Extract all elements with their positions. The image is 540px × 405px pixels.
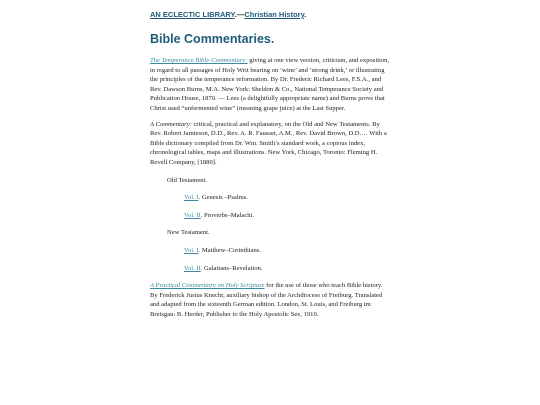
entry-practical-commentary xyxy=(150,281,390,319)
entry-description: for the use of those who teach Bible history. By Frederick Justus Knecht, auxiliary bishop of the Archdiocese of Freiburg. Translated and adapted from the sixteenth German edition. London, St. Louis, and Freiburg im Breisgau: B. Herder, Publisher to the Holy Apostolic See, 1910. xyxy=(150,282,383,318)
volume-link[interactable]: Vol. I xyxy=(184,246,199,254)
page-content xyxy=(150,6,390,325)
breadcrumb xyxy=(150,10,390,20)
volume-range: . Genesis –Psalms. xyxy=(198,194,248,202)
entry-description: giving at one view version, criticism, and exposition, in regard to all passages of Holy Writ bearing on ‘wine’ and ‘strong drink,’ or illustrating the principles of the temperance reformation. By Dr. Frederic Richard Lees, F.S.A., and Rev. Dawson Burns, M.A. New York: Sheldon & Co., National Temperance Society and Publication House, 1870. — Lees (a delightfully appropriate name) and Burns prove that Christ used “unfermented wine” (meaning grape juice) at the Last Supper. xyxy=(150,57,390,112)
breadcrumb-christian-history-link[interactable]: Christian History xyxy=(244,10,305,19)
volume-link[interactable]: Vol. I xyxy=(184,194,199,202)
volume-range: . Galatians–Revelation. xyxy=(200,264,263,272)
entry-description: critical, practical and explanatory, on the Old and New Testaments. By Rev. Robert Jamieson, D.D., Rev. A. R. Fausset, A.M., Rev. David Brown, D.D.… With a Bible dictionary compiled from Dr. Wm. Smith’s standard work, a copious index, chronological tables, maps and illustrations. New York, Chicago, Toronto: Fleming H. Revell Company, [1880]. xyxy=(150,120,387,166)
breadcrumb-separator: .— xyxy=(234,10,245,19)
entry-jamieson-commentary xyxy=(150,120,390,168)
section-old-testament: Old Testament. xyxy=(167,176,208,184)
entry-temperance-commentary xyxy=(150,56,390,114)
volume-link[interactable]: Vol. II xyxy=(184,264,201,272)
volume-item xyxy=(184,193,390,203)
breadcrumb-end: . xyxy=(304,10,307,19)
volume-range: . Matthew–Corinthians. xyxy=(198,246,261,254)
volume-link[interactable]: Vol. II xyxy=(184,211,201,219)
entry-title-link[interactable]: A Practical Commentary on Holy Scripture xyxy=(150,282,265,290)
entry-title-link[interactable]: The Temperance Bible-Commentary: xyxy=(150,57,248,64)
entry-title: A Commentary: xyxy=(150,120,192,128)
volume-item xyxy=(184,211,390,221)
volume-range: . Proverbs–Malachi. xyxy=(200,211,255,219)
volume-item xyxy=(184,264,390,274)
breadcrumb-library-link[interactable]: AN ECLECTIC LIBRARY xyxy=(150,10,235,19)
page-title: Bible Commentaries. xyxy=(150,32,275,46)
section-new-testament: New Testament. xyxy=(167,229,210,237)
volume-item xyxy=(184,246,390,256)
